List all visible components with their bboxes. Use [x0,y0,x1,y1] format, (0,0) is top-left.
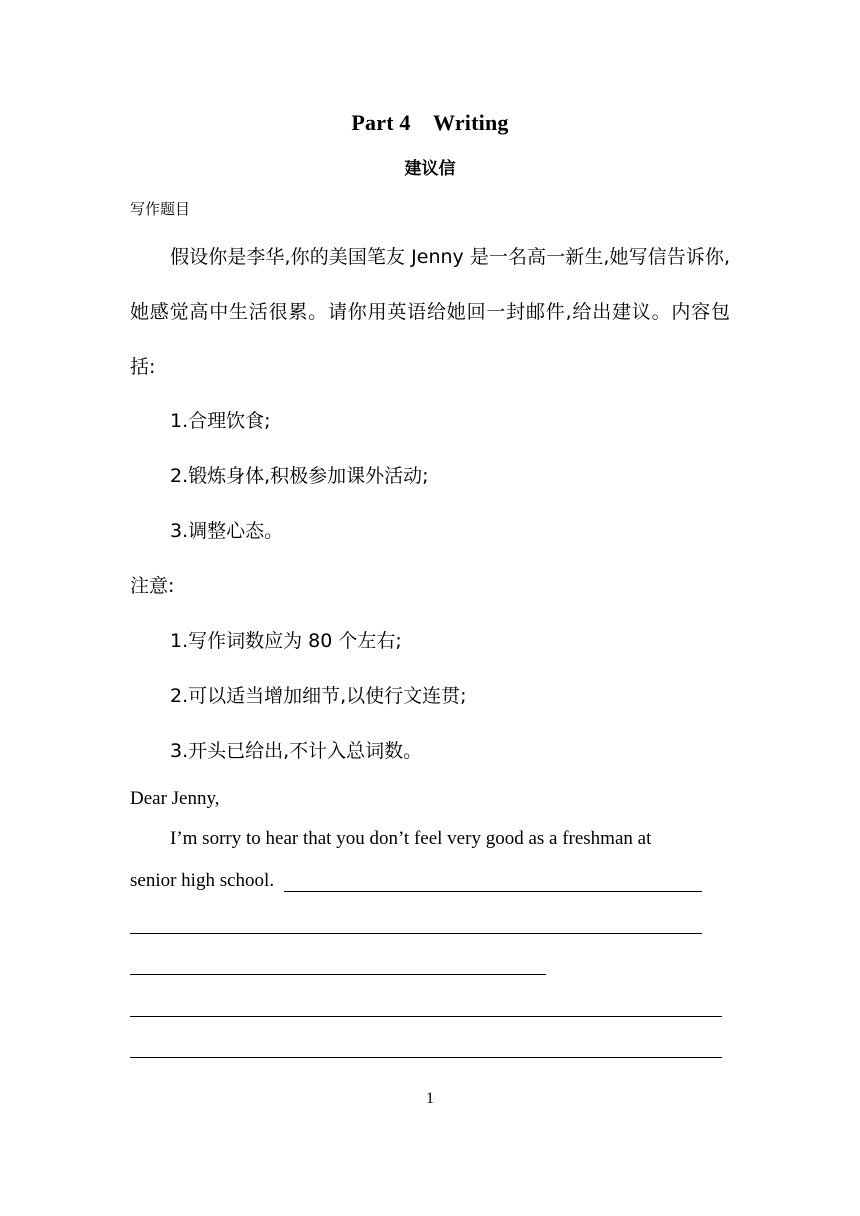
content-item: 2.锻炼身体,积极参加课外活动; [170,465,429,487]
answer-line[interactable] [130,974,546,975]
page-title: Part 4 Writing [351,110,509,135]
letter-opening-line: I’m sorry to hear that you don’t feel very good as a freshman at [170,828,652,849]
answer-line[interactable] [284,891,702,892]
content-item: 1.合理饮食; [170,410,271,432]
section-label: 写作题目 [130,200,191,218]
answer-line[interactable] [130,1016,722,1017]
letter-salutation: Dear Jenny, [130,788,220,809]
page-number: 1 [426,1090,434,1107]
page-subtitle: 建议信 [404,159,456,179]
task-prompt [130,230,730,395]
note-item: 1.写作词数应为 80 个左右; [170,630,402,652]
notes-label: 注意: [130,575,175,597]
letter-opening-line: senior high school. [130,870,275,891]
content-item: 3.调整心态。 [170,520,284,542]
note-item: 3.开头已给出,不计入总词数。 [170,740,423,762]
note-item: 2.可以适当增加细节,以使行文连贯; [170,685,467,707]
answer-line[interactable] [130,1057,722,1058]
answer-line[interactable] [130,933,702,934]
task-prompt-text: 假设你是李华,你的美国笔友 Jenny 是一名高一新生,她写信告诉你,她感觉高中生活很累。请你用英语给她回一封邮件,给出建议。内容包括: [130,246,730,378]
